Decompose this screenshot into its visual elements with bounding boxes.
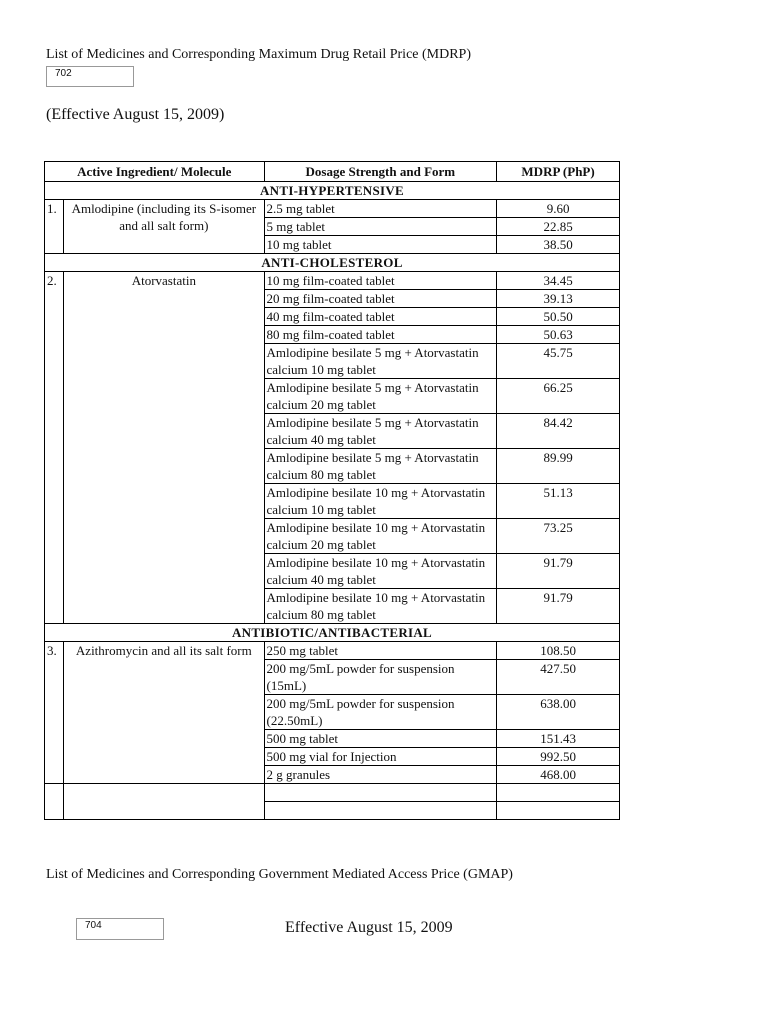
dosage-form: 2 g granules bbox=[264, 766, 497, 784]
dosage-form: 20 mg film-coated tablet bbox=[264, 290, 497, 308]
mdrp-table bbox=[44, 161, 620, 820]
ingredient-name: Azithromycin and all its salt form bbox=[64, 642, 264, 784]
empty-cell bbox=[264, 802, 497, 820]
empty-cell bbox=[45, 784, 64, 820]
table-row bbox=[45, 200, 620, 218]
mdrp-price: 9.60 bbox=[497, 200, 620, 218]
category-row bbox=[45, 624, 620, 642]
mdrp-price: 151.43 bbox=[497, 730, 620, 748]
mdrp-price: 84.42 bbox=[497, 414, 620, 449]
empty-cell bbox=[264, 784, 497, 802]
mdrp-price: 39.13 bbox=[497, 290, 620, 308]
mdrp-price: 38.50 bbox=[497, 236, 620, 254]
dosage-form: 250 mg tablet bbox=[264, 642, 497, 660]
mdrp-price: 66.25 bbox=[497, 379, 620, 414]
dosage-form: Amlodipine besilate 5 mg + Atorvastatin calcium 80 mg tablet bbox=[264, 449, 497, 484]
dosage-form: 200 mg/5mL powder for suspension (15mL) bbox=[264, 660, 497, 695]
mdrp-price: 427.50 bbox=[497, 660, 620, 695]
dosage-form: 10 mg film-coated tablet bbox=[264, 272, 497, 290]
mdrp-price: 638.00 bbox=[497, 695, 620, 730]
table-row bbox=[45, 642, 620, 660]
column-header-dosage: Dosage Strength and Form bbox=[264, 162, 497, 182]
mdrp-price: 34.45 bbox=[497, 272, 620, 290]
mdrp-price: 91.79 bbox=[497, 589, 620, 624]
dosage-form: Amlodipine besilate 5 mg + Atorvastatin calcium 20 mg tablet bbox=[264, 379, 497, 414]
column-header-ingredient: Active Ingredient/ Molecule bbox=[45, 162, 265, 182]
page-number-box: 704 bbox=[76, 918, 164, 940]
item-number: 3. bbox=[45, 642, 64, 784]
empty-cell bbox=[64, 784, 264, 820]
ingredient-name: Atorvastatin bbox=[64, 272, 264, 624]
table-header-row bbox=[45, 162, 620, 182]
document-title: List of Medicines and Corresponding Maximum Drug Retail Price (MDRP) bbox=[46, 47, 471, 62]
page-number-box: 702 bbox=[46, 66, 134, 87]
dosage-form: 80 mg film-coated tablet bbox=[264, 326, 497, 344]
dosage-form: Amlodipine besilate 10 mg + Atorvastatin calcium 20 mg tablet bbox=[264, 519, 497, 554]
column-header-mdrp: MDRP (PhP) bbox=[497, 162, 620, 182]
mdrp-price: 50.50 bbox=[497, 308, 620, 326]
mdrp-price: 108.50 bbox=[497, 642, 620, 660]
category-label: ANTI-CHOLESTEROL bbox=[45, 254, 620, 272]
gmap-title: List of Medicines and Corresponding Government Mediated Access Price (GMAP) bbox=[46, 867, 513, 882]
dosage-form: 200 mg/5mL powder for suspension (22.50mL) bbox=[264, 695, 497, 730]
dosage-form: Amlodipine besilate 10 mg + Atorvastatin calcium 40 mg tablet bbox=[264, 554, 497, 589]
dosage-form: 5 mg tablet bbox=[264, 218, 497, 236]
dosage-form: Amlodipine besilate 10 mg + Atorvastatin calcium 80 mg tablet bbox=[264, 589, 497, 624]
item-number: 2. bbox=[45, 272, 64, 624]
dosage-form: 10 mg tablet bbox=[264, 236, 497, 254]
mdrp-price: 51.13 bbox=[497, 484, 620, 519]
dosage-form: Amlodipine besilate 5 mg + Atorvastatin calcium 40 mg tablet bbox=[264, 414, 497, 449]
category-row bbox=[45, 254, 620, 272]
category-label: ANTI-HYPERTENSIVE bbox=[45, 182, 620, 200]
empty-cell bbox=[497, 802, 620, 820]
empty-row bbox=[45, 784, 620, 802]
mdrp-price: 89.99 bbox=[497, 449, 620, 484]
mdrp-price: 50.63 bbox=[497, 326, 620, 344]
mdrp-price: 45.75 bbox=[497, 344, 620, 379]
table-row bbox=[45, 272, 620, 290]
gmap-effective-date: Effective August 15, 2009 bbox=[285, 919, 453, 936]
category-label: ANTIBIOTIC/ANTIBACTERIAL bbox=[45, 624, 620, 642]
mdrp-price: 468.00 bbox=[497, 766, 620, 784]
dosage-form: 2.5 mg tablet bbox=[264, 200, 497, 218]
mdrp-price: 992.50 bbox=[497, 748, 620, 766]
empty-cell bbox=[497, 784, 620, 802]
mdrp-price: 73.25 bbox=[497, 519, 620, 554]
dosage-form: Amlodipine besilate 10 mg + Atorvastatin calcium 10 mg tablet bbox=[264, 484, 497, 519]
category-row bbox=[45, 182, 620, 200]
effective-date: (Effective August 15, 2009) bbox=[46, 106, 225, 123]
dosage-form: Amlodipine besilate 5 mg + Atorvastatin calcium 10 mg tablet bbox=[264, 344, 497, 379]
dosage-form: 500 mg vial for Injection bbox=[264, 748, 497, 766]
mdrp-price: 91.79 bbox=[497, 554, 620, 589]
item-number: 1. bbox=[45, 200, 64, 254]
dosage-form: 500 mg tablet bbox=[264, 730, 497, 748]
dosage-form: 40 mg film-coated tablet bbox=[264, 308, 497, 326]
ingredient-name: Amlodipine (including its S-isomer and all salt form) bbox=[64, 200, 264, 254]
mdrp-price: 22.85 bbox=[497, 218, 620, 236]
